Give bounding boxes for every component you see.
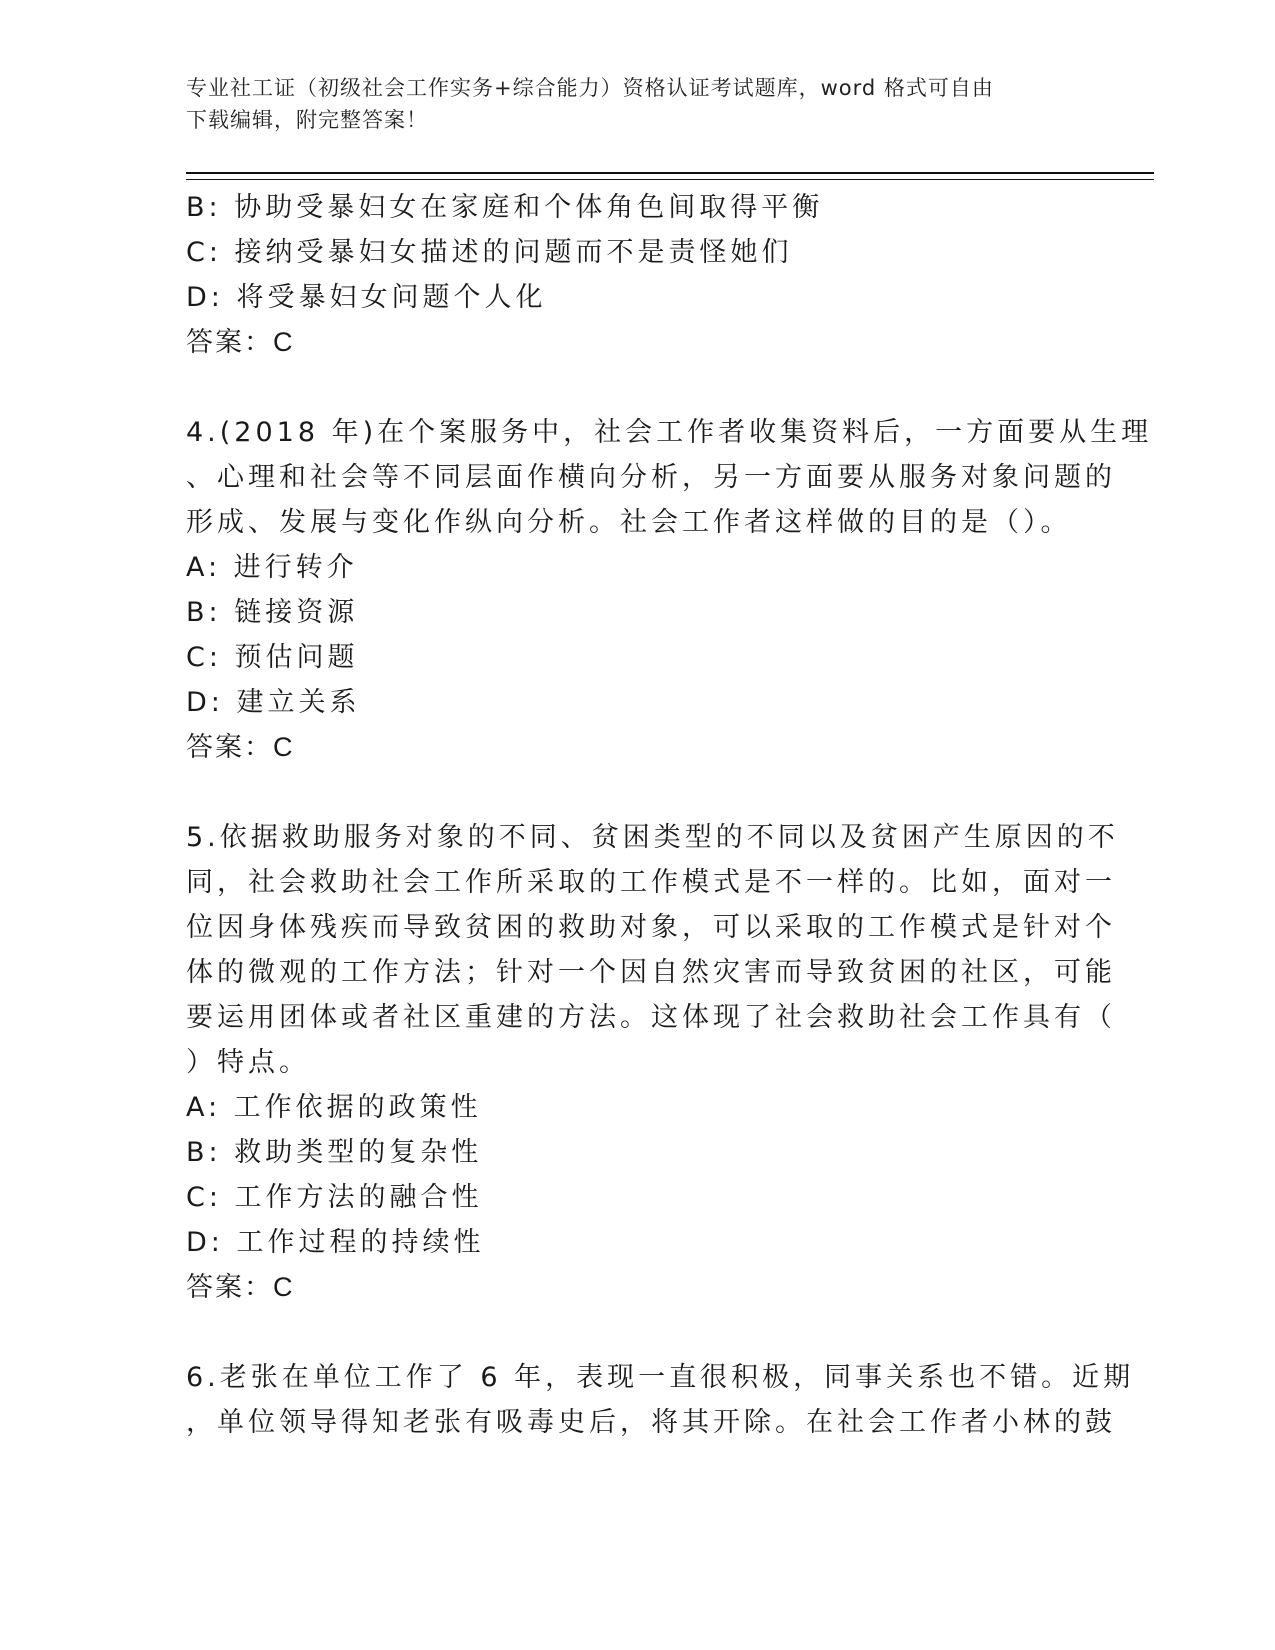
option-c: C: 预估问题 bbox=[186, 642, 359, 673]
page-header bbox=[186, 72, 1086, 136]
spacer bbox=[186, 770, 1066, 815]
question-text-line: 4.(2018 年)在个案服务中，社会工作者收集资料后，一方面要从生理 bbox=[186, 417, 1153, 448]
question-text-line: 6.老张在单位工作了 6 年，表现一直很积极，同事关系也不错。近期 bbox=[186, 1362, 1135, 1393]
spacer bbox=[186, 365, 1066, 410]
option-d: D: 建立关系 bbox=[186, 687, 361, 718]
option-d: D: 将受暴妇女问题个人化 bbox=[186, 282, 547, 313]
option-d: D: 工作过程的持续性 bbox=[186, 1227, 485, 1258]
header-line-1: 专业社工证（初级社会工作实务+综合能力）资格认证考试题库，word 格式可自由 bbox=[186, 76, 994, 100]
header-divider-thick bbox=[186, 172, 1154, 174]
option-b: B: 链接资源 bbox=[186, 597, 359, 628]
spacer bbox=[186, 1310, 1066, 1355]
question-text-line: 5.依据救助服务对象的不同、贫困类型的不同以及贫困产生原因的不 bbox=[186, 822, 1119, 853]
question-4 bbox=[186, 410, 1153, 770]
answer-label: 答案：C bbox=[186, 1272, 295, 1302]
question-text-line: ，单位领导得知老张有吸毒史后，将其开除。在社会工作者小林的鼓 bbox=[186, 1407, 1116, 1438]
option-a: A: 进行转介 bbox=[186, 552, 358, 583]
answer-label: 答案：C bbox=[186, 327, 295, 357]
header-line-2: 下载编辑，附完整答案！ bbox=[186, 108, 428, 132]
question-text-line: 要运用团体或者社区重建的方法。这体现了社会救助社会工作具有（ bbox=[186, 1002, 1116, 1033]
option-c: C: 工作方法的融合性 bbox=[186, 1182, 483, 1213]
question-text-line: 、心理和社会等不同层面作横向分析，另一方面要从服务对象问题的 bbox=[186, 462, 1116, 493]
question-5 bbox=[186, 815, 1119, 1310]
question-3-continued bbox=[186, 185, 1066, 365]
question-text-line: 体的微观的工作方法；针对一个因自然灾害而导致贫困的社区，可能 bbox=[186, 957, 1116, 988]
question-text-line: 同，社会救助社会工作所采取的工作模式是不一样的。比如，面对一 bbox=[186, 867, 1116, 898]
option-c: C: 接纳受暴妇女描述的问题而不是责怪她们 bbox=[186, 237, 793, 268]
answer-label: 答案：C bbox=[186, 732, 295, 762]
question-text-line: 形成、发展与变化作纵向分析。社会工作者这样做的目的是（）。 bbox=[186, 507, 1072, 538]
option-b: B: 协助受暴妇女在家庭和个体角色间取得平衡 bbox=[186, 192, 824, 223]
question-text-line: ）特点。 bbox=[186, 1047, 310, 1078]
header-divider-thin bbox=[186, 179, 1154, 180]
question-text-line: 位因身体残疾而导致贫困的救助对象，可以采取的工作模式是针对个 bbox=[186, 912, 1116, 943]
option-a: A: 工作依据的政策性 bbox=[186, 1092, 482, 1123]
option-b: B: 救助类型的复杂性 bbox=[186, 1137, 483, 1168]
question-6 bbox=[186, 1355, 1135, 1445]
question-content bbox=[186, 185, 1153, 1445]
